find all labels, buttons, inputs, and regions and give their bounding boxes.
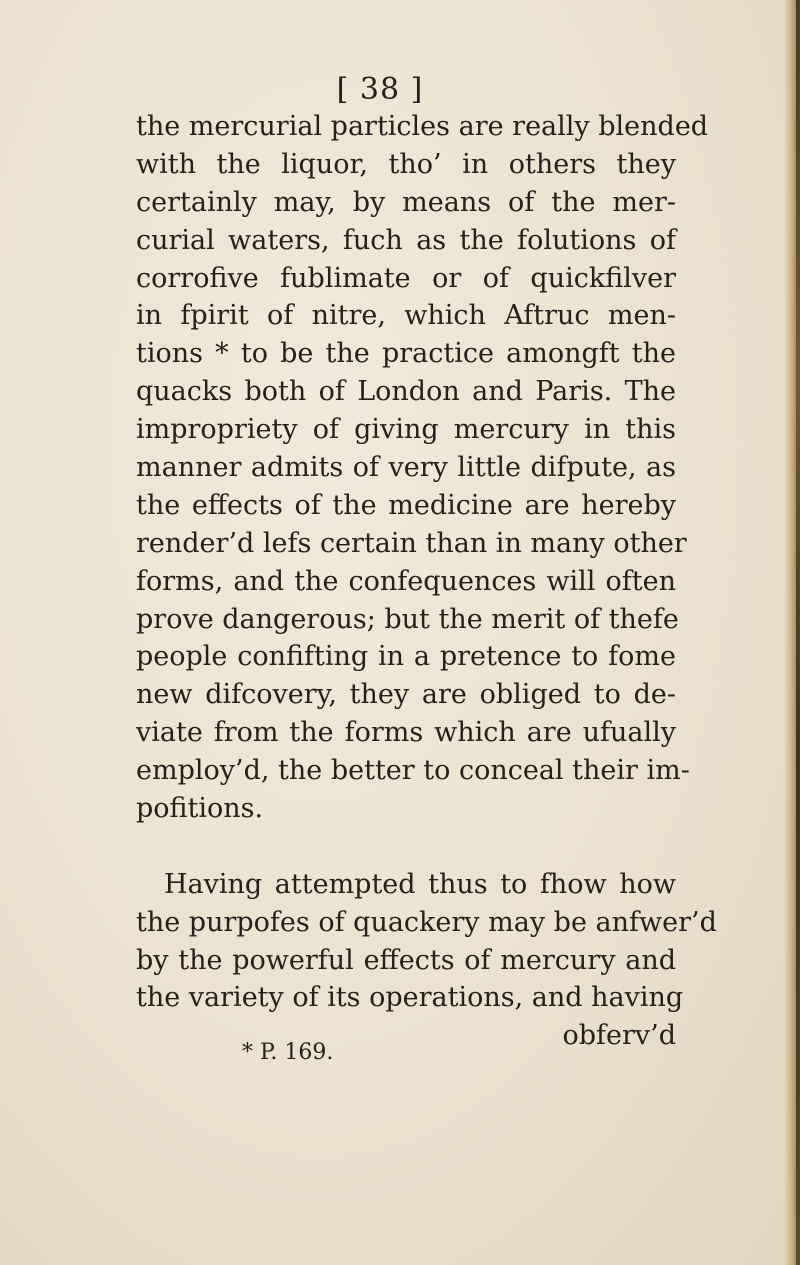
text-line: tions * to be the practice amongft the [136, 338, 676, 370]
paragraph-start-line: Having attempted thus to fhow how [164, 868, 676, 900]
text-line: new difcovery, they are obliged to de- [136, 679, 676, 711]
text-line: render’d lefs certain than in many other [136, 527, 687, 559]
text-line: manner admits of very little difpute, as [136, 452, 676, 484]
text-line: pofitions. [136, 793, 264, 825]
catchword: obferv’d [562, 1020, 676, 1052]
text-line: people confifting in a pretence to fome [136, 641, 676, 673]
text-line: corrofive fublimate or of quickfilver [136, 262, 676, 294]
text-line: the effects of the medicine are hereby [136, 489, 676, 521]
text-line: the purpofes of quackery may be anfwer’d [136, 906, 717, 938]
text-line: with the liquor, tho’ in others they [136, 148, 676, 180]
body-text [136, 108, 717, 1055]
page-number-header: [ 38 ] [336, 72, 424, 107]
text-line: in fpirit of nitre, which Aftruc men- [136, 300, 676, 332]
text-line: quacks both of London and Paris. The [136, 376, 676, 408]
text-line: the variety of its operations, and having [136, 982, 684, 1014]
text-line: forms, and the confequences will often [136, 565, 676, 597]
text-line: certainly may, by means of the mer- [136, 186, 676, 218]
text-line: viate from the forms which are ufually [136, 717, 676, 749]
text-line: impropriety of giving mercury in this [136, 414, 676, 446]
text-line: employ’d, the better to conceal their im- [136, 755, 690, 787]
page-edge [784, 0, 800, 1265]
text-line: the mercurial particles are really blended [136, 111, 709, 142]
footnote: * P. 169. [242, 1040, 334, 1065]
text-line: by the powerful effects of mercury and [136, 944, 676, 976]
text-line: prove dangerous; but the merit of thefe [136, 603, 679, 635]
text-line: curial waters, fuch as the folutions of [136, 224, 676, 256]
